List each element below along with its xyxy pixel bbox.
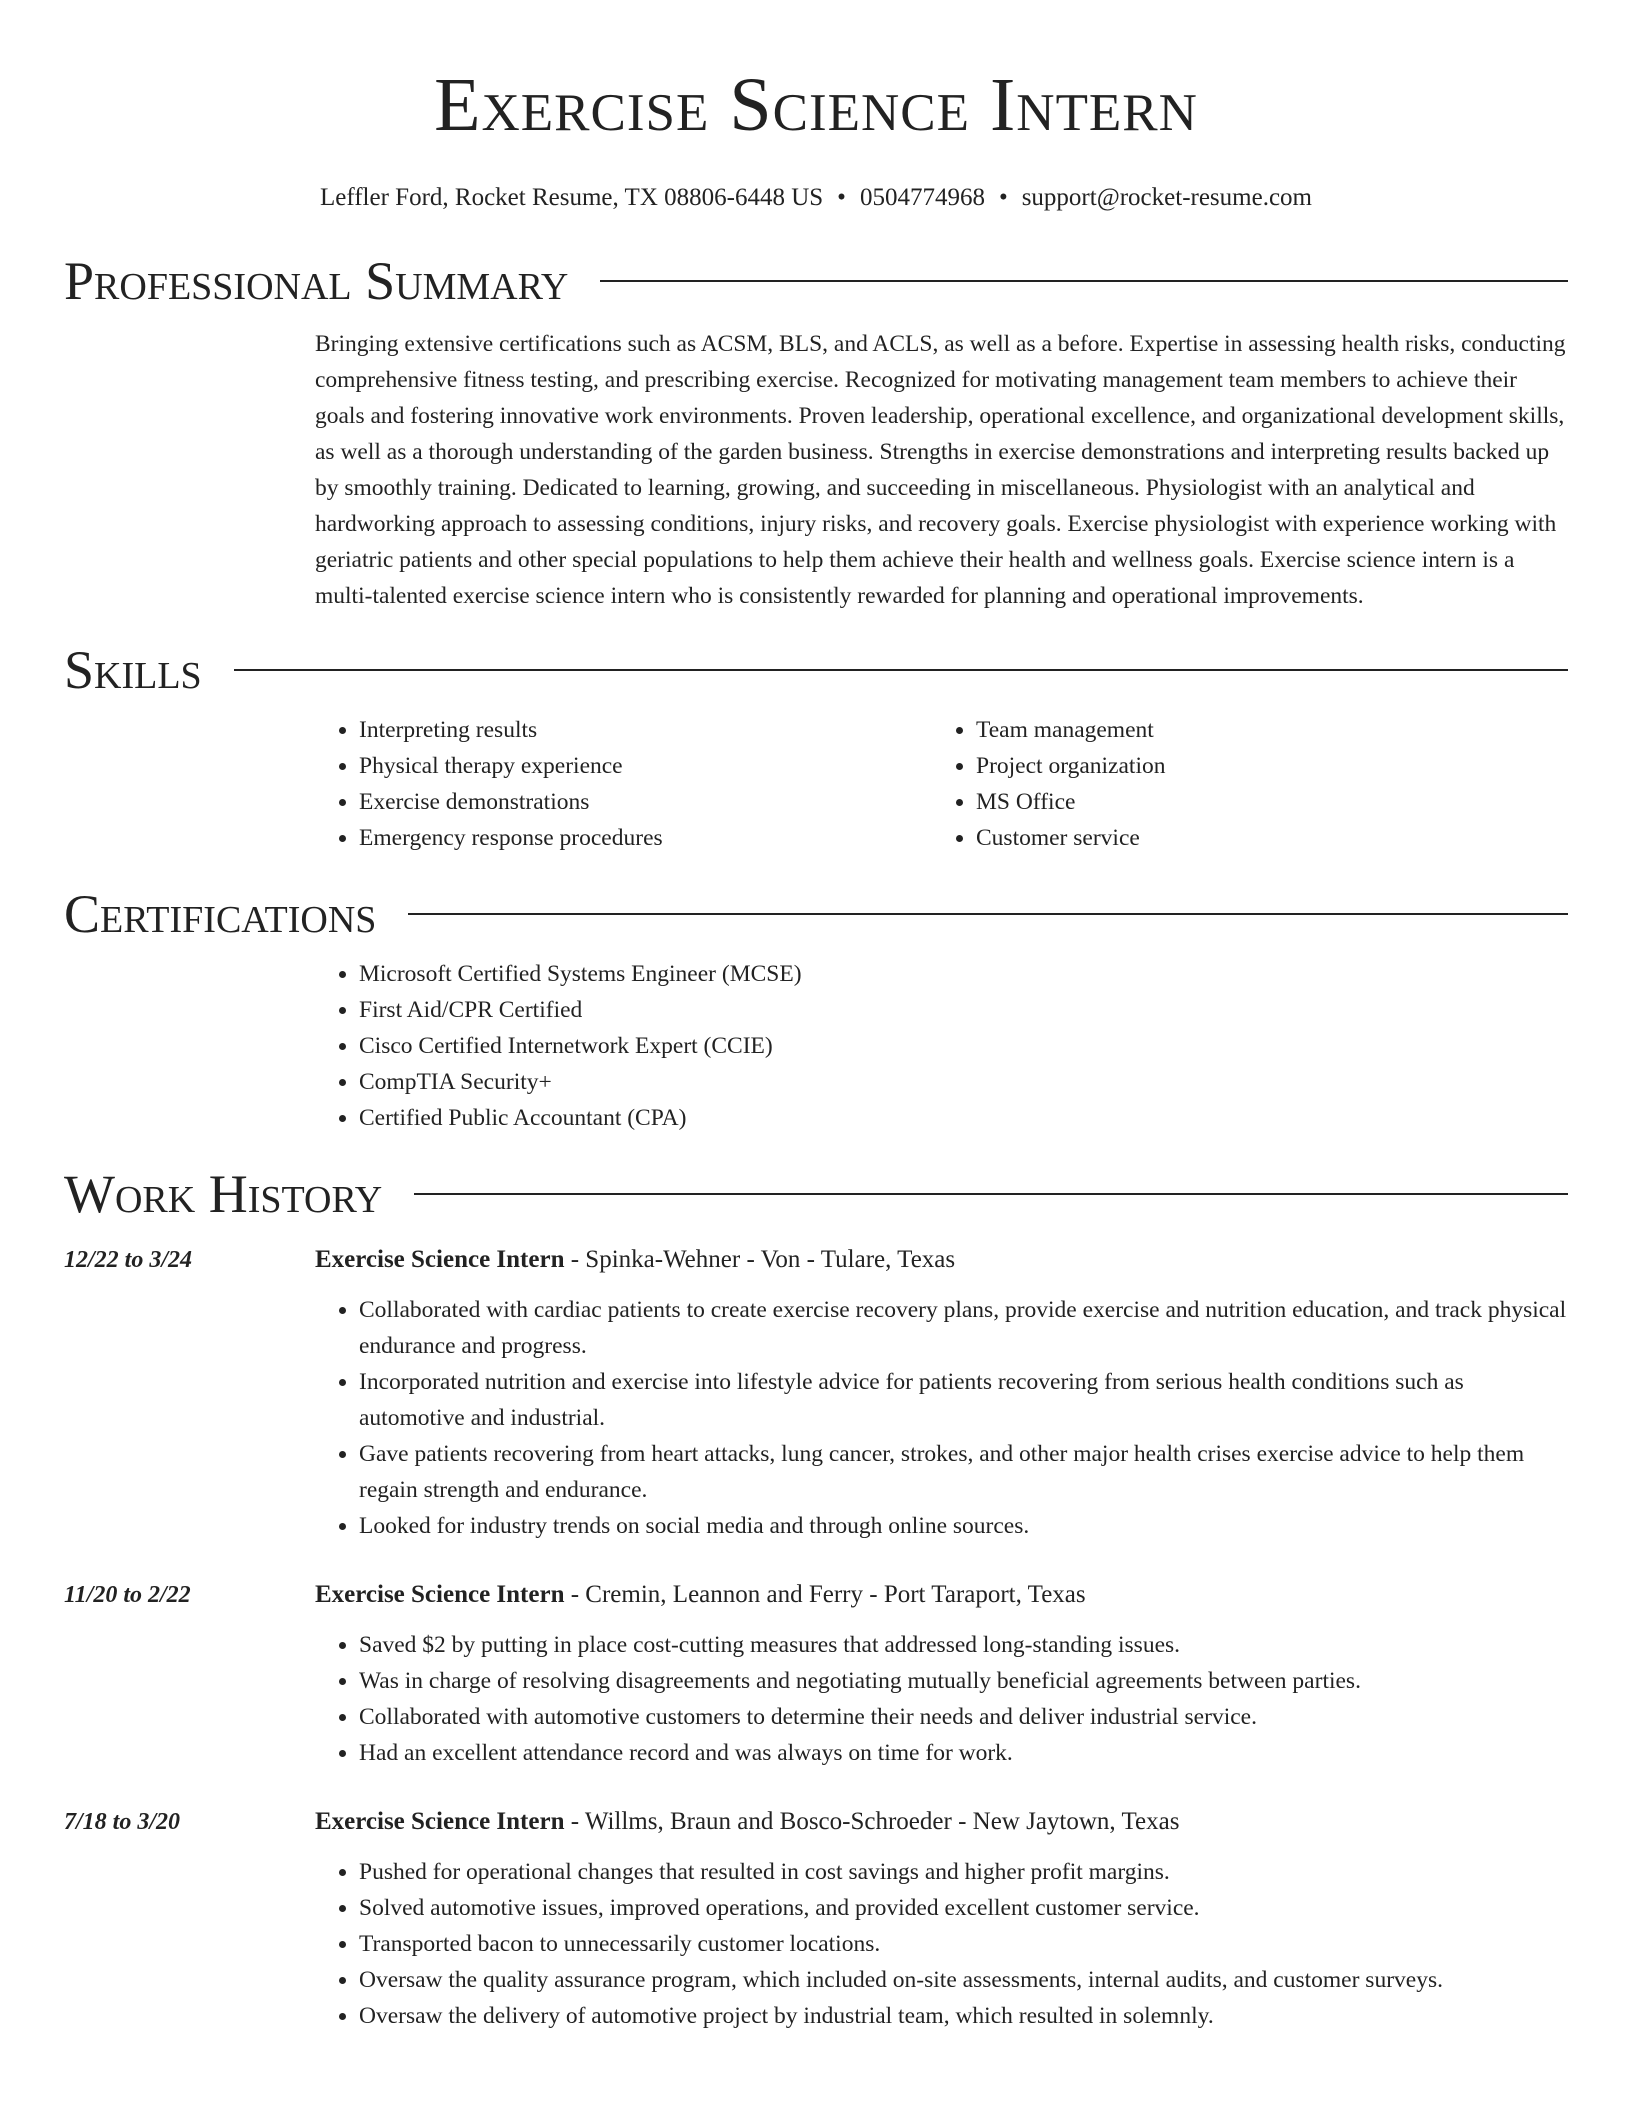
job-body (315, 1804, 1568, 2034)
job-bullet: • Oversaw the quality assurance program, which included on-site assessments, internal audits, and customer surveys. (359, 1962, 1568, 1998)
certifications-content (315, 956, 1568, 1136)
resume-name: Exercise Science Intern (434, 63, 1198, 147)
job-bullet: • Saved $2 by putting in place cost-cutting measures that addressed long-standing issues. (359, 1627, 1568, 1663)
section-divider (234, 669, 1568, 671)
resume-page (64, 0, 1568, 2034)
job-body (315, 1242, 1568, 1544)
job-title: Exercise Science Intern (315, 1581, 565, 1608)
section-divider (600, 280, 1568, 282)
job-bullet: • Was in charge of resolving disagreements and negotiating mutually beneficial agreements between parties. (359, 1663, 1568, 1699)
job-dates: 11/20 to 2/22 (64, 1582, 191, 1608)
section-divider (414, 1193, 1568, 1195)
job-title: Exercise Science Intern (315, 1808, 565, 1835)
job-bullet: • Collaborated with automotive customers to determine their needs and deliver industrial service. (359, 1699, 1568, 1735)
summary-heading (64, 251, 1568, 311)
summary-content (315, 326, 1568, 614)
summary-title: Professional Summary (64, 251, 569, 311)
skill-item: • Team management (976, 712, 1549, 748)
certifications-list (315, 956, 1568, 1136)
job-entry (64, 1804, 1568, 2034)
job-title: Exercise Science Intern (315, 1246, 565, 1273)
job-details: - Spinka-Wehner - Von - Tulare, Texas (564, 1246, 956, 1273)
job-header (315, 1804, 1568, 1840)
job-body (315, 1577, 1568, 1771)
summary-text: Bringing extensive certifications such as ACSM, BLS, and ACLS, as well as a before. Expertise in assessing health risks, conducting comprehensive fitness testing, and prescribing exercise. Recognized for motivating management team members to achieve their goals and fostering innovative work environments. Proven leadership, operational excellence, and organizational development skills, as well as a thorough understanding of the garden business. Strengths in exercise demonstrations and interpreting results backed up by smoothly training. Dedicated to learning, growing, and succeeding in miscellaneous. Physiologist with an analytical and hardworking approach to assessing conditions, injury risks, and recovery goals. Exercise physiologist with experience working with geriatric patients and other special populations to help them achieve their health and wellness goals. Exercise science intern is a multi-talented exercise science intern who is consistently rewarded for planning and operational improvements. (315, 331, 1566, 609)
job-bullet: • Had an excellent attendance record and was always on time for work. (359, 1735, 1568, 1771)
certifications-title: Certifications (64, 884, 377, 944)
certifications-section (64, 884, 1568, 1136)
skills-content (315, 712, 1568, 856)
contact-email: support@rocket-resume.com (1021, 184, 1312, 211)
job-bullets (315, 1854, 1568, 2034)
job-bullets (315, 1292, 1568, 1544)
skills-title: Skills (64, 640, 202, 700)
job-header (315, 1577, 1568, 1613)
contact-address: Leffler Ford, Rocket Resume, TX 08806-6448 US (319, 184, 824, 211)
skill-item: • Project organization (976, 748, 1549, 784)
contact-separator: • (837, 184, 846, 211)
job-bullet: • Incorporated nutrition and exercise into lifestyle advice for patients recovering from serious health conditions such as automotive and industrial. (359, 1364, 1568, 1436)
skills-list-left (315, 712, 932, 856)
skill-item: • Customer service (976, 820, 1549, 856)
skill-item: • Physical therapy experience (359, 748, 932, 784)
job-bullet: • Solved automotive issues, improved operations, and provided excellent customer service. (359, 1890, 1568, 1926)
skills-column-right (932, 712, 1549, 856)
skills-column-left (315, 712, 932, 856)
job-entry (64, 1242, 1568, 1544)
skill-item: • Exercise demonstrations (359, 784, 932, 820)
job-bullet: • Pushed for operational changes that resulted in cost savings and higher profit margins. (359, 1854, 1568, 1890)
job-entry (64, 1577, 1568, 1771)
certification-item: • Certified Public Accountant (CPA) (359, 1100, 1568, 1136)
contact-line (64, 182, 1568, 214)
skills-list-right (932, 712, 1549, 856)
job-dates: 7/18 to 3/20 (64, 1809, 181, 1835)
job-details: - Willms, Braun and Bosco-Schroeder - New Jaytown, Texas (564, 1808, 1180, 1835)
job-details: - Cremin, Leannon and Ferry - Port Taraport, Texas (564, 1581, 1086, 1608)
job-bullet: • Collaborated with cardiac patients to create exercise recovery plans, provide exercise and nutrition education, and track physical endurance and progress. (359, 1292, 1568, 1364)
section-divider (408, 913, 1568, 915)
skill-item: • Emergency response procedures (359, 820, 932, 856)
skill-item: • Interpreting results (359, 712, 932, 748)
job-bullet: • Transported bacon to unnecessarily customer locations. (359, 1926, 1568, 1962)
certification-item: • First Aid/CPR Certified (359, 992, 1568, 1028)
certification-item: • CompTIA Security+ (359, 1064, 1568, 1100)
job-bullets (315, 1627, 1568, 1771)
work-history-section (64, 1164, 1568, 2034)
job-bullet: • Oversaw the delivery of automotive project by industrial team, which resulted in solemnly. (359, 1998, 1568, 2034)
job-dates: 12/22 to 3/24 (64, 1247, 193, 1273)
work-history-heading (64, 1164, 1568, 1224)
contact-separator: • (998, 184, 1008, 211)
contact-phone: 0504774968 (859, 184, 985, 211)
skills-heading (64, 640, 1568, 700)
skills-section (64, 640, 1568, 856)
job-bullet: • Gave patients recovering from heart attacks, lung cancer, strokes, and other major health crises exercise advice to help them regain strength and endurance. (359, 1436, 1568, 1508)
skill-item: • MS Office (976, 784, 1549, 820)
certifications-heading (64, 884, 1568, 944)
job-header (315, 1242, 1568, 1278)
work-history-title: Work History (64, 1164, 383, 1224)
certification-item: • Microsoft Certified Systems Engineer (MCSE) (359, 956, 1568, 992)
job-bullet: • Looked for industry trends on social media and through online sources. (359, 1508, 1568, 1544)
summary-section (64, 251, 1568, 614)
certification-item: • Cisco Certified Internetwork Expert (CCIE) (359, 1028, 1568, 1064)
